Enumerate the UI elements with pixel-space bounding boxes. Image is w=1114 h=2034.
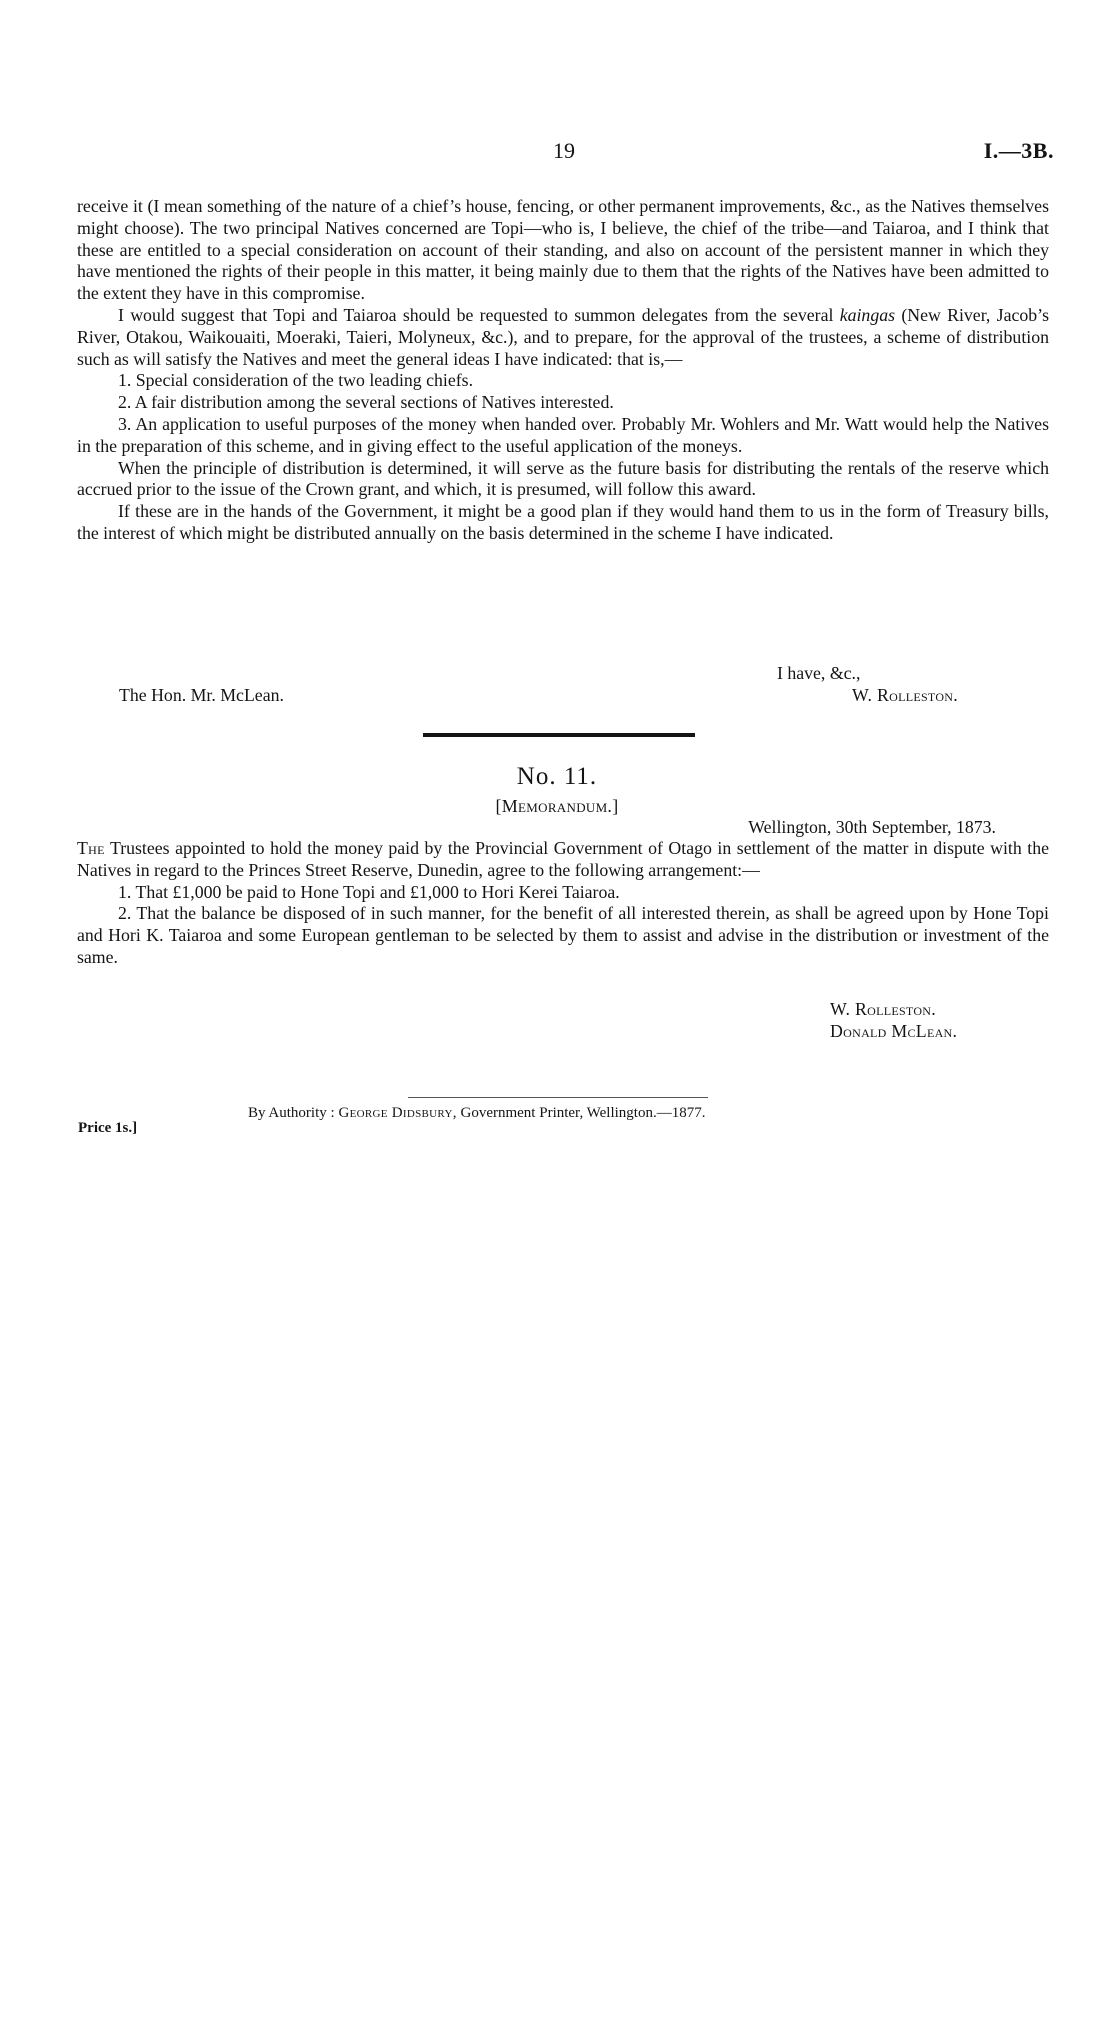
document-reference: I.—3B. — [983, 138, 1054, 163]
memo-list-item-1: 1. That £1,000 be paid to Hone Topi and £1,000 to Hori Kerei Taiaroa. — [118, 881, 620, 902]
memo-number: No. 11. — [516, 763, 598, 790]
memo-date: Wellington, 30th September, 1873. — [748, 817, 996, 837]
page-number: 19 — [553, 138, 575, 163]
section-divider — [423, 733, 695, 737]
letter-list-item-2: 2. A fair distribution among the several sections of Natives interested. — [118, 392, 614, 413]
price-label: Price 1s.] — [78, 1120, 138, 1136]
letter-paragraph-2: I would suggest that Topi and Taiaroa should be requested to summon delegates from the several kaingas (New River, Jacob’s River, Otakou, Waikouaiti, Moeraki, Taieri, Molyneux, &c.), and to prepare, for the approval of the trustees, a scheme of distribution such as will satisfy the Natives and meet the general ideas I have indicated: that is,— — [77, 304, 1049, 369]
memo-body — [77, 838, 1049, 969]
letter-closing: I have, &c., — [777, 663, 861, 683]
memo-list-item-2: 2. That the balance be disposed of in such manner, for the benefit of all interested therein, as shall be agreed upon by Hone Topi and Hori K. Taiaroa and some European gentleman to be selected by them to assist and advise in the distribution or investment of the same. — [77, 903, 1049, 967]
imprint-rule — [408, 1097, 708, 1098]
memo-intro: The Trustees appointed to hold the money paid by the Provincial Government of Otago in settlement of the matter in dispute with the Natives in regard to the Princes Street Reserve, Dunedin, agree to the following arrangement:— — [77, 838, 1049, 880]
letter-body — [77, 196, 1049, 545]
letter-list-item-3: 3. An application to useful purposes of the money when handed over. Probably Mr. Wohlers and Mr. Watt would help the Natives in the preparation of this scheme, and in giving effect to the useful application of the moneys. — [77, 413, 1049, 456]
letter-addressee: The Hon. Mr. McLean. — [119, 685, 284, 705]
letter-paragraph-3: When the principle of distribution is determined, it will serve as the future basis for distributing the rentals of the reserve which accrued prior to the issue of the Crown grant, and which, it is presumed, will follow this award. — [77, 457, 1049, 500]
memo-signatory-2: Donald McLean. — [830, 1021, 958, 1041]
kaingas-italic: kaingas — [839, 304, 896, 325]
memo-signatory-1: W. Rolleston. — [830, 999, 937, 1019]
letter-signature: W. Rolleston. — [852, 685, 959, 705]
memo-type: [Memorandum.] — [495, 796, 619, 816]
letter-list-item-1: 1. Special consideration of the two leading chiefs. — [118, 370, 474, 391]
letter-paragraph-1: receive it (I mean something of the nature of a chief’s house, fencing, or other permanent improvements, &c., as the Natives themselves might choose). The two principal Natives concerned are Topi—who is, I believe, the chief of the tribe—and Taiaroa, and I think that these are entitled to a special consideration on account of their standing, and also on account of the persistent manner in which they have mentioned the rights of their people in this matter, it being mainly due to them that the rights of the Natives have been admitted to the extent they have in this compromise. — [77, 196, 1049, 304]
letter-paragraph-4: If these are in the hands of the Government, it might be a good plan if they would hand them to us in the form of Treasury bills, the interest of which might be distributed annually on the basis determined in the scheme I have indicated. — [77, 501, 1049, 543]
printer-imprint: By Authority : George Didsbury, Government Printer, Wellington.—1877. — [248, 1105, 706, 1121]
